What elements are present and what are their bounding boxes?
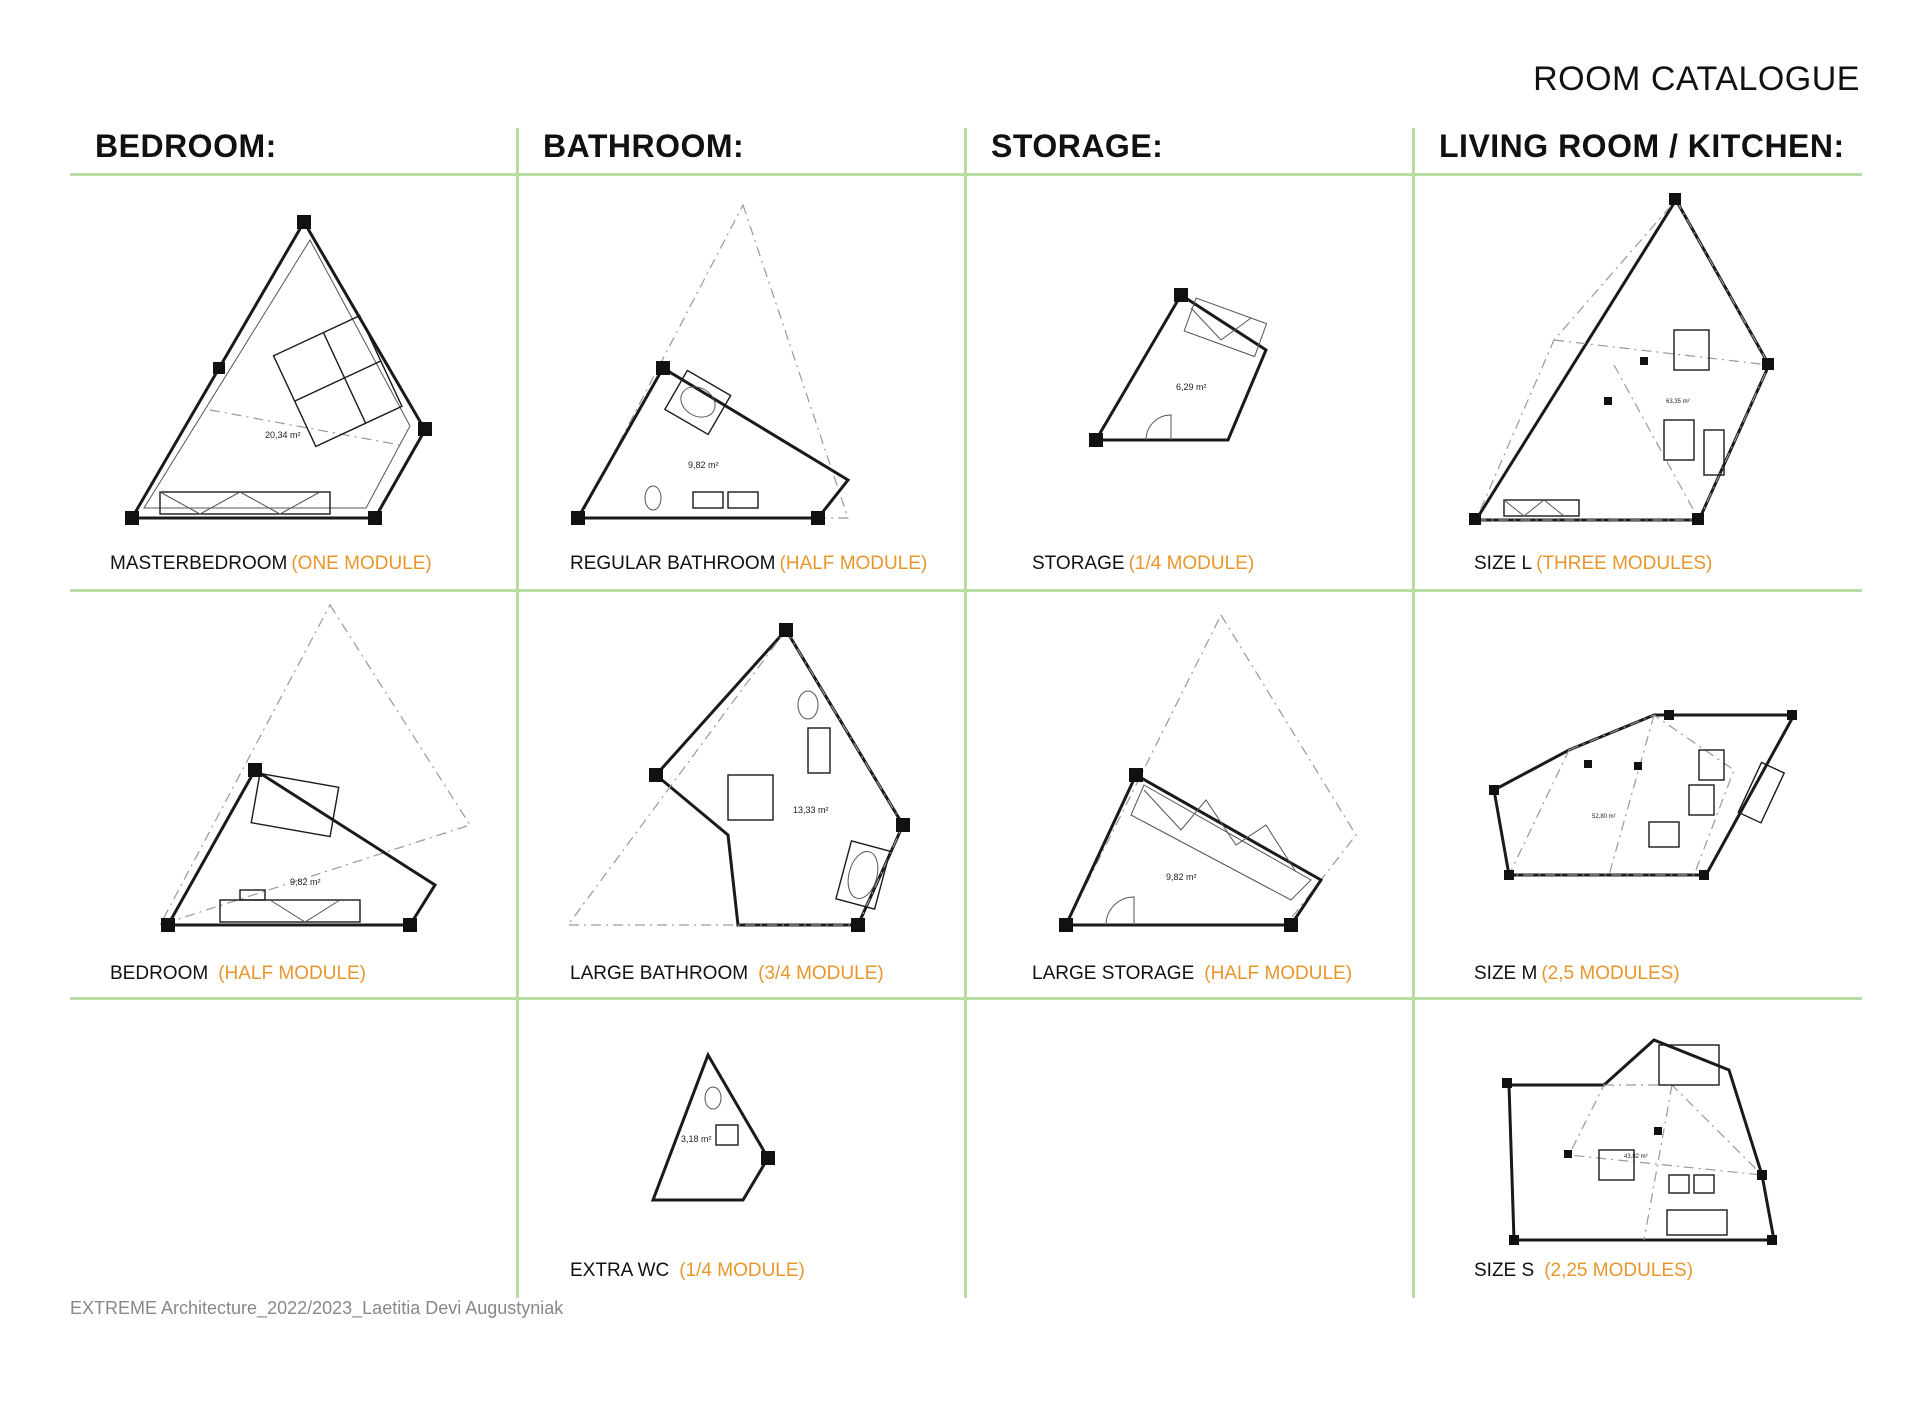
plan-size-l — [1414, 190, 1854, 550]
label-large-bathroom: LARGE BATHROOM (3/4 MODULE) — [570, 963, 884, 984]
label-storage: STORAGE (1/4 MODULE) — [1032, 553, 1255, 574]
area-large-storage: 9,82 m² — [1166, 872, 1197, 882]
label-size-s: SIZE S (2,25 MODULES) — [1474, 1260, 1694, 1281]
room-regular-bathroom — [518, 190, 958, 590]
area-extra-wc: 3,18 m² — [681, 1134, 712, 1144]
area-size-s: 43,82 m² — [1624, 1154, 1648, 1160]
room-bedroom — [70, 600, 510, 1000]
plan-size-m — [1414, 600, 1854, 960]
area-storage: 6,29 m² — [1176, 382, 1207, 392]
room-extra-wc — [518, 1010, 958, 1410]
plan-large-storage — [966, 600, 1406, 960]
column-heading-storage: STORAGE: — [991, 128, 1164, 164]
room-size-l — [1414, 190, 1854, 590]
plan-masterbedroom — [70, 190, 510, 550]
room-masterbedroom — [70, 190, 510, 590]
page-title: ROOM CATALOGUE — [1533, 60, 1860, 98]
label-size-m: SIZE M (2,5 MODULES) — [1474, 963, 1680, 984]
label-size-l: SIZE L (THREE MODULES) — [1474, 553, 1713, 574]
area-large-bathroom: 13,33 m² — [793, 805, 829, 815]
label-large-storage: LARGE STORAGE (HALF MODULE) — [1032, 963, 1353, 984]
footer-credit: EXTREME Architecture_2022/2023_Laetitia Devi Augustyniak — [70, 1298, 564, 1318]
area-bedroom: 9,82 m² — [290, 877, 321, 887]
column-heading-bathroom: BATHROOM: — [543, 128, 745, 164]
area-size-l: 63,35 m² — [1666, 399, 1690, 405]
plan-storage — [966, 190, 1406, 550]
label-masterbedroom: MASTERBEDROOM (ONE MODULE) — [110, 553, 432, 574]
room-storage — [966, 190, 1406, 590]
column-heading-living-kitchen: LIVING ROOM / KITCHEN: — [1439, 128, 1845, 164]
plan-large-bathroom — [518, 600, 958, 960]
room-size-s — [1414, 1010, 1854, 1410]
label-regular-bathroom: REGULAR BATHROOM (HALF MODULE) — [570, 553, 928, 574]
plan-regular-bathroom — [518, 190, 958, 550]
label-bedroom: BEDROOM (HALF MODULE) — [110, 963, 366, 984]
room-large-storage — [966, 600, 1406, 1000]
room-size-m — [1414, 600, 1854, 1000]
column-heading-bedroom: BEDROOM: — [95, 128, 277, 164]
area-size-m: 52,80 m² — [1592, 814, 1616, 820]
area-masterbedroom: 20,34 m² — [265, 430, 301, 440]
room-large-bathroom — [518, 600, 958, 1000]
plan-bedroom — [70, 600, 510, 960]
label-extra-wc: EXTRA WC (1/4 MODULE) — [570, 1260, 805, 1281]
area-regular-bathroom: 9,82 m² — [688, 460, 719, 470]
